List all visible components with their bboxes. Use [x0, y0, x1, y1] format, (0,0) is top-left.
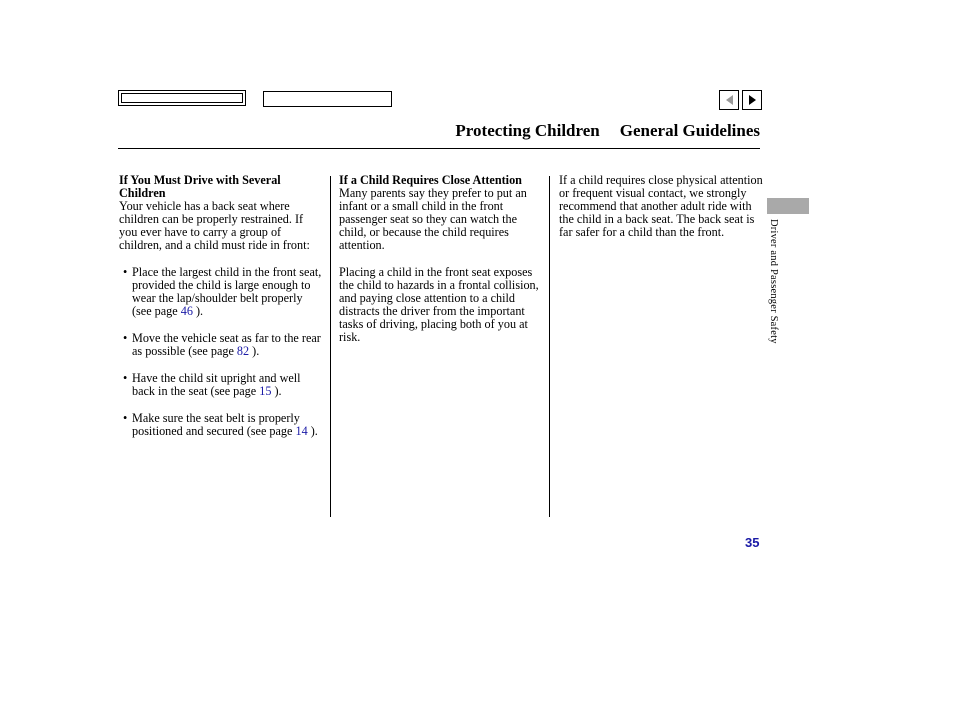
- page-header: [455, 121, 760, 141]
- page-link[interactable]: 82: [236, 344, 250, 358]
- paragraph: If a child requires close physical attention or frequent visual contact, we strongly recommend that another adult ride with the child in a back seat. The back seat is far safer for a child than the front.: [559, 173, 763, 239]
- section-title: Protecting Children: [455, 121, 600, 140]
- topic-title: General Guidelines: [619, 121, 760, 140]
- page-link[interactable]: 15: [259, 384, 272, 398]
- next-page-button[interactable]: [742, 90, 762, 110]
- column-recommendation: [559, 174, 764, 239]
- page-number: 35: [745, 535, 760, 550]
- index-button[interactable]: [263, 91, 392, 107]
- page-link[interactable]: 46: [180, 304, 193, 318]
- section-heading: If You Must Drive with Several Children: [119, 173, 281, 200]
- paragraph: Many parents say they prefer to put an infant or a small child in the front passenger seat so they can watch the child, or because the child requires attention.: [339, 186, 527, 252]
- list-item: • Make sure the seat belt is properly positioned and secured (see page 14 ).: [123, 411, 318, 438]
- column-several-children: [119, 174, 324, 438]
- arrow-right-icon: [749, 95, 756, 105]
- list-item: • Place the largest child in the front seat, provided the child is large enough to wear the lap/shoulder belt properly (see page 46 ).: [123, 265, 322, 318]
- section-heading: If a Child Requires Close Attention: [339, 173, 522, 187]
- column-divider: [330, 176, 331, 517]
- column-close-attention: [339, 174, 544, 344]
- intro-paragraph: Your vehicle has a back seat where children can be properly restrained. If you ever have to carry a group of children, and a child must ride in front:: [119, 199, 310, 252]
- column-divider: [549, 176, 550, 517]
- chapter-label: Driver and Passenger Safety: [768, 219, 779, 344]
- previous-page-button[interactable]: [719, 90, 739, 110]
- arrow-left-icon: [726, 95, 733, 105]
- header-divider: [118, 148, 760, 149]
- main-menu-button[interactable]: [118, 90, 246, 106]
- page-link[interactable]: 14: [295, 424, 308, 438]
- paragraph: Placing a child in the front seat exposes the child to hazards in a frontal collision, and paying close attention to a child distracts the driver from the important tasks of driving, placing both of you at risk.: [339, 265, 539, 344]
- list-item: • Move the vehicle seat as far to the rear as possible (see page 82 ).: [123, 331, 321, 358]
- chapter-tab: [767, 198, 809, 214]
- list-item: • Have the child sit upright and well back in the seat (see page 15 ).: [123, 371, 301, 398]
